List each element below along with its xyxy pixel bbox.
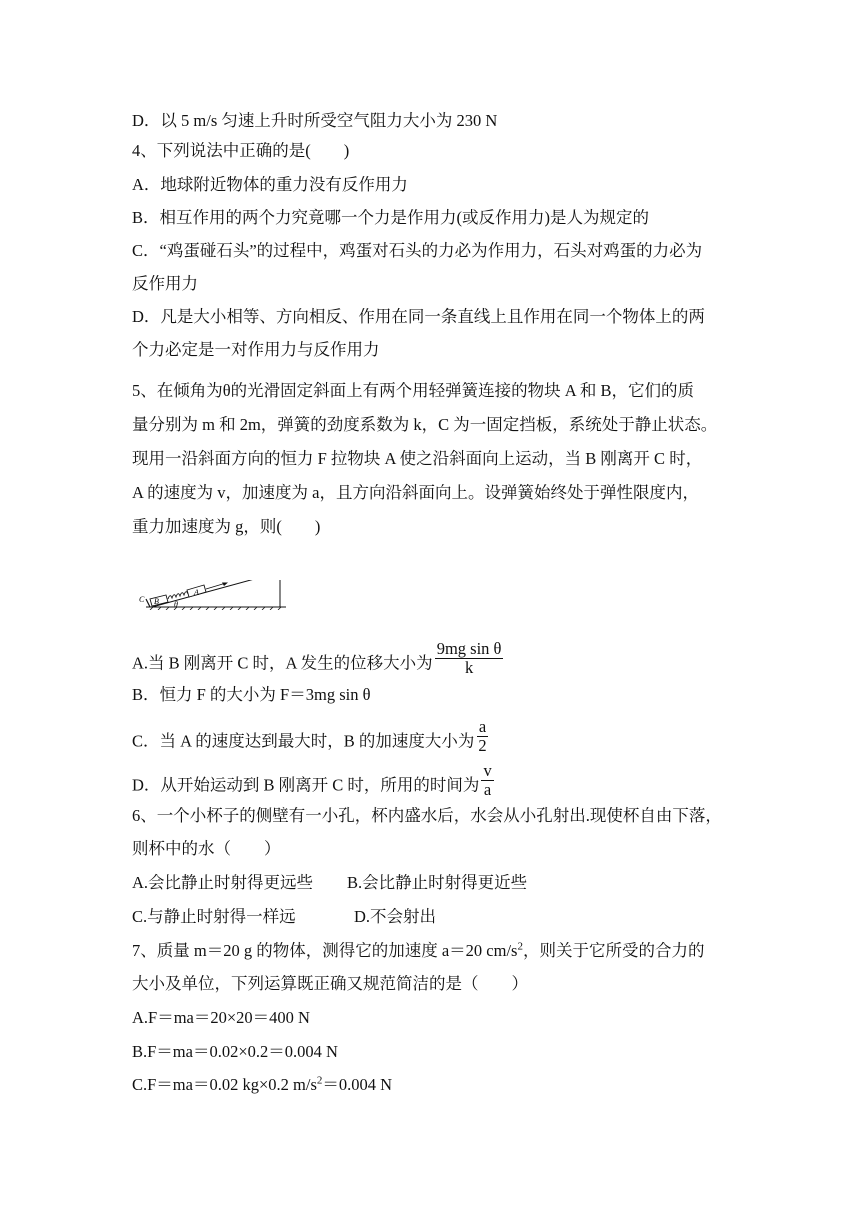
incline-figure xyxy=(138,580,288,610)
q6-option-a: A.会比静止时射得更远些 xyxy=(132,873,314,892)
q7-stem-pre: 7、质量 m＝20 g 的物体，测得它的加速度 a＝20 cm/s xyxy=(132,941,518,960)
q4-option-c-line2: 反作用力 xyxy=(132,274,198,293)
q7-stem-post: ，则关于它所受的合力的 xyxy=(522,941,705,960)
q5-stem-line1: 5、在倾角为θ的光滑固定斜面上有两个用轻弹簧连接的物块 A 和 B，它们的质 xyxy=(132,381,695,400)
q7-option-c-post: ＝0.004 N xyxy=(322,1075,393,1094)
fraction-denominator: a xyxy=(483,780,492,799)
q6-options-row2 xyxy=(132,906,436,928)
fraction-numerator: a xyxy=(478,717,487,736)
q4-option-c-line1: C．“鸡蛋碰石头”的过程中，鸡蛋对石头的力必为作用力，石头对鸡蛋的力必为 xyxy=(132,241,703,260)
q4-option-d-line1: D．凡是大小相等、方向相反、作用在同一条直线上且作用在同一个物体上的两 xyxy=(132,307,705,326)
block-b xyxy=(150,595,168,606)
q5-stem-line5: 重力加速度为 g，则( ) xyxy=(132,517,321,536)
fraction-numerator: v xyxy=(483,761,492,780)
q5-option-b: B．恒力 F 的大小为 F＝3mg sin θ xyxy=(132,685,371,704)
q5-option-a xyxy=(132,639,503,683)
fraction-denominator: 2 xyxy=(478,736,487,755)
fraction-numerator: 9mg sin θ xyxy=(436,639,502,658)
q7-option-b: B.F＝ma＝0.02×0.2＝0.004 N xyxy=(132,1042,338,1061)
q5-option-c xyxy=(132,717,489,761)
q7-option-c xyxy=(132,1074,392,1096)
q4-option-a: A．地球附近物体的重力没有反作用力 xyxy=(132,175,408,194)
baffle-c xyxy=(146,599,150,607)
q6-stem-line2: 则杯中的水（ ） xyxy=(132,839,281,858)
q6-stem-line1: 6、一个小杯子的侧壁有一小孔，杯内盛水后，水会从小孔射出.现使杯自由下落， xyxy=(132,806,722,825)
q7-stem-sup: 2 xyxy=(517,940,523,953)
q5-stem-line4: A 的速度为 v，加速度为 a，且方向沿斜面向上。设弹簧始终处于弹性限度内， xyxy=(132,483,699,502)
incline-surface xyxy=(152,580,280,607)
label-a: A xyxy=(194,588,199,597)
q5-option-a-text: A.当 B 刚离开 C 时，A 发生的位移大小为 xyxy=(132,653,433,673)
fraction-denominator: k xyxy=(464,658,474,677)
q7-stem-line2: 大小及单位，下列运算既正确又规范简洁的是（ ） xyxy=(132,974,528,993)
label-c: C xyxy=(139,595,145,604)
q6-option-c: C.与静止时射得一样远 xyxy=(132,907,296,926)
q7-option-c-pre: C.F＝ma＝0.02 kg×0.2 m/s xyxy=(132,1075,317,1094)
q5-stem-line2: 量分别为 m 和 2m，弹簧的劲度系数为 k，C 为一固定挡板，系统处于静止状态。 xyxy=(132,415,718,434)
label-theta: θ xyxy=(174,600,178,609)
q7-option-a: A.F＝ma＝20×20＝400 N xyxy=(132,1008,310,1027)
q5-option-a-fraction xyxy=(435,640,504,677)
q5-option-c-fraction xyxy=(476,718,488,755)
q5-option-d xyxy=(132,761,494,805)
q5-stem-line3: 现用一沿斜面方向的恒力 F 拉物块 A 使之沿斜面向上运动，当 B 刚离开 C 时， xyxy=(132,449,703,468)
q6-option-b: B.会比静止时射得更近些 xyxy=(347,873,528,892)
q5-option-c-text: C．当 A 的速度达到最大时，B 的加速度大小为 xyxy=(132,731,475,751)
q4-stem: 4、下列说法中正确的是( ) xyxy=(132,141,350,160)
q4-option-d-line2: 个力必定是一对作用力与反作用力 xyxy=(132,340,380,359)
q3-option-d: D．以 5 m/s 匀速上升时所受空气阻力大小为 230 N xyxy=(132,111,498,130)
q6-options-row1 xyxy=(132,872,527,894)
q5-option-d-text: D．从开始运动到 B 刚离开 C 时，所用的时间为 xyxy=(132,775,480,795)
q4-option-b: B．相互作用的两个力究竟哪一个力是作用力(或反作用力)是人为规定的 xyxy=(132,208,649,227)
q7-stem-line1 xyxy=(132,940,704,962)
q5-option-d-fraction xyxy=(481,762,493,799)
label-b: B xyxy=(154,597,159,606)
q7-option-c-sup: 2 xyxy=(316,1074,323,1087)
q6-option-d: D.不会射出 xyxy=(354,907,437,926)
